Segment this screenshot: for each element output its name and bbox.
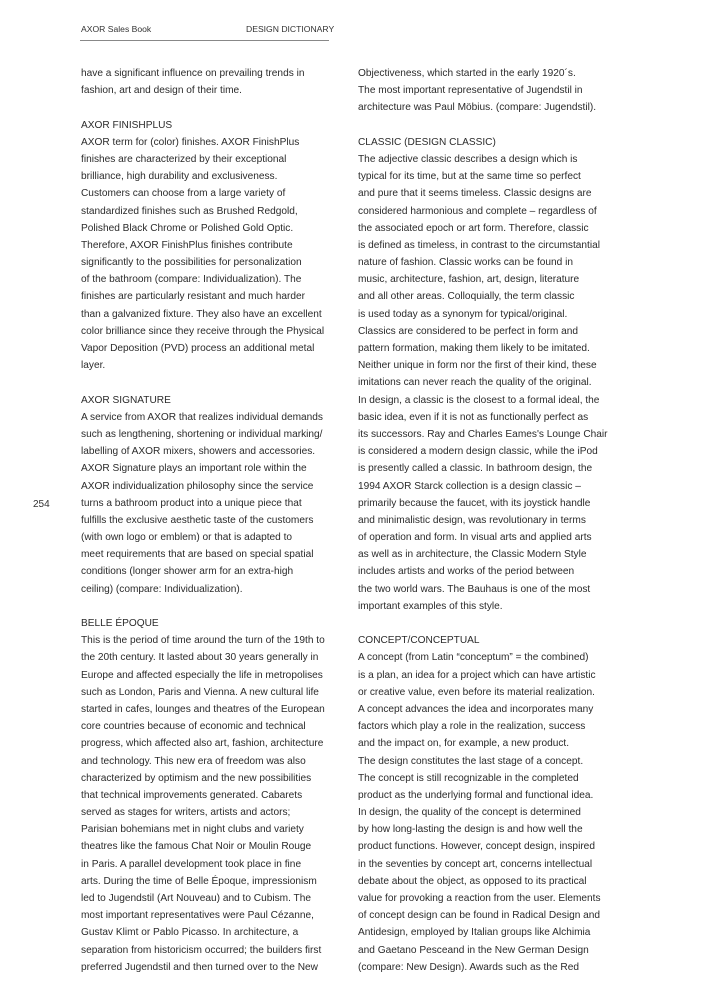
page-number: 254 (33, 499, 50, 510)
paragraph (358, 649, 628, 976)
text-line: started in cafes, lounges and theatres of the European (81, 703, 325, 715)
text-line: finishes are characterized by their exceptional (81, 153, 287, 165)
entry-heading: AXOR SIGNATURE (81, 394, 171, 406)
text-line: preferred Jugendstil and then turned over to the New (81, 961, 318, 973)
section-title: DESIGN DICTIONARY (246, 24, 335, 34)
text-line: (compare: New Design). Awards such as the Red (358, 961, 579, 973)
text-line: A service from AXOR that realizes individual demands (81, 411, 323, 423)
text-line: AXOR term for (color) finishes. AXOR FinishPlus (81, 136, 300, 148)
entry-heading: CLASSIC (DESIGN CLASSIC) (358, 136, 496, 148)
text-line: and all other areas. Colloquially, the term classic (358, 291, 575, 303)
text-line: ceiling) (compare: Individualization). (81, 583, 243, 595)
text-line: progress, which affected also art, fashion, architecture (81, 738, 324, 750)
text-line: Neither unique in form nor the first of their kind, these (358, 360, 597, 372)
text-line: primarily because the faucet, with its joystick handle (358, 497, 591, 509)
text-line: A concept (from Latin “conceptum” = the combined) (358, 652, 589, 664)
paragraph (81, 134, 351, 375)
text-line: is defined as timeless, in contrast to the circumstantial (358, 239, 600, 251)
text-line: arts. During the time of Belle Époque, impressionism (81, 875, 317, 887)
text-line: its successors. Ray and Charles Eames's Lounge Chair (358, 428, 608, 440)
text-line: that technical improvements generated. Cabarets (81, 789, 303, 801)
text-line: labelling of AXOR mixers, showers and accessories. (81, 446, 316, 458)
text-line: most important representatives were Paul Cézanne, (81, 910, 314, 922)
text-line: nature of fashion. Classic works can be found in (358, 257, 573, 269)
text-line: Therefore, AXOR FinishPlus finishes contribute (81, 239, 293, 251)
paragraph-gap (81, 99, 351, 116)
text-line: layer. (81, 360, 106, 372)
text-line: pattern formation, making them likely to be imitated. (358, 343, 590, 354)
text-line: meet requirements that are based on special spatial (81, 549, 314, 561)
paragraph (358, 151, 628, 615)
text-line: Antidesign, employed by Italian groups like Alchimia (358, 927, 591, 939)
text-line: served as stages for writers, artists and actors; (81, 807, 291, 819)
text-line: Europe and affected especially the life in metropolises (81, 669, 323, 681)
text-line: turns a bathroom product into a unique piece that (81, 497, 302, 509)
text-line: of concept design can be found in Radical Design and (358, 910, 601, 922)
entry-heading: CONCEPT/CONCEPTUAL (358, 635, 480, 647)
text-line: Parisian bohemians met in night clubs and variety (81, 824, 304, 836)
paragraph-gap (81, 374, 351, 391)
text-line: value for provoking a reaction from the user. Elements (358, 893, 601, 904)
text-line: typical for its time, but at the same time so perfect (358, 171, 581, 183)
text-line: is used today as a synonym for typical/original. (358, 308, 568, 320)
paragraph-gap (81, 598, 351, 615)
text-line: The most important representative of Jugendstil in (358, 85, 583, 97)
text-line: or creative value, even before its material realization. (358, 686, 595, 698)
text-line: of the bathroom (compare: Individualization). The (81, 274, 302, 286)
text-line: and technology. This new era of freedom was also (81, 755, 306, 767)
text-line: Classics are considered to be perfect in form and (358, 325, 579, 337)
text-line: Gustav Klimt or Pablo Picasso. In architecture, a (81, 927, 299, 939)
text-line: and the impact on, for example, a new product. (358, 738, 570, 750)
text-line: have a significant influence on prevailing trends in (81, 68, 305, 79)
text-line: music, architecture, fashion, art, design, literature (358, 274, 580, 286)
text-line: The design constitutes the last stage of a concept. (358, 755, 584, 767)
paragraph (81, 632, 351, 976)
text-line: significantly to the possibilities for personalization (81, 257, 302, 269)
text-line: and pure that it seems timeless. Classic designs are (358, 188, 592, 200)
text-line: A concept advances the idea and incorporates many (358, 703, 594, 715)
text-line: in the seventies by concept art, concerns intellectual (358, 858, 593, 870)
right-column (358, 65, 628, 976)
header-rule (80, 40, 329, 41)
text-line: led to Jugendstil (Art Nouveau) and to Cubism. The (81, 893, 311, 904)
text-line: the two world wars. The Bauhaus is one of the most (358, 583, 591, 595)
text-line: 1994 AXOR Starck collection is a design classic – (358, 480, 581, 492)
text-line: basic idea, even if it is not as functionally perfect as (358, 411, 589, 423)
text-line: In design, the quality of the concept is determined (358, 807, 581, 819)
text-line: includes artists and works of the period between (358, 566, 575, 578)
paragraph-gap (358, 615, 628, 632)
text-line: and minimalistic design, was revolutionary in terms (358, 514, 586, 526)
text-line: conditions (longer shower arm for an extra-high (81, 566, 294, 578)
text-line: is a plan, an idea for a project which can have artistic (358, 669, 596, 681)
text-line: considered harmonious and complete – regardless of (358, 205, 597, 217)
text-line: Polished Black Chrome or Polished Gold Optic. (81, 222, 294, 234)
text-line: as well as in architecture, the Classic Modern Style (358, 549, 587, 561)
text-line: factors which play a role in the realization, success (358, 721, 586, 733)
entry-heading: AXOR FINISHPLUS (81, 119, 173, 131)
text-line: (with own logo or emblem) or that is adapted to (81, 532, 293, 544)
paragraph (81, 65, 351, 99)
text-line: Vapor Deposition (PVD) process an additional metal (81, 343, 315, 354)
text-line: core countries because of economic and technical (81, 721, 306, 733)
text-line: Customers can choose from a large variety of (81, 188, 286, 200)
text-line: such as lengthening, shortening or individual marking/ (81, 428, 323, 440)
text-line: by how long-lasting the design is and how well the (358, 824, 583, 836)
text-line: product as the underlying formal and functional idea. (358, 789, 594, 801)
text-line: standardized finishes such as Brushed Redgold, (81, 205, 298, 217)
text-line: The concept is still recognizable in the completed (358, 772, 579, 784)
paragraph (81, 409, 351, 598)
text-line: imitations can never reach the quality of the original. (358, 377, 592, 389)
page-header (0, 20, 707, 40)
text-line: than a galvanized fixture. They also have an excellent (81, 308, 322, 320)
text-line: is considered a modern design classic, while the iPod (358, 446, 598, 458)
entry-heading: BELLE ÉPOQUE (81, 618, 159, 629)
text-line: product functions. However, concept design, inspired (358, 841, 595, 853)
text-line: In design, a classic is the closest to a formal ideal, the (358, 394, 600, 406)
text-line: This is the period of time around the turn of the 19th to (81, 635, 325, 647)
text-line: in Paris. A parallel development took place in fine (81, 858, 302, 870)
text-line: the associated epoch or art form. Therefore, classic (358, 222, 589, 234)
text-line: brilliance, high durability and exclusiveness. (81, 171, 278, 183)
text-line: color brilliance since they receive through the Physical (81, 325, 325, 337)
text-line: important examples of this style. (358, 600, 503, 612)
text-line: finishes are particularly resistant and much harder (81, 291, 305, 303)
left-column (81, 65, 351, 976)
text-line: separation from historicism occurred; the builders first (81, 944, 322, 956)
text-line: is presently called a classic. In bathroom design, the (358, 463, 593, 475)
paragraph (358, 65, 628, 117)
text-line: theatres like the famous Chat Noir or Moulin Rouge (81, 841, 312, 853)
text-line: architecture was Paul Möbius. (compare: Jugendstil). (358, 102, 597, 114)
text-line: AXOR Signature plays an important role within the (81, 463, 307, 475)
text-line: debate about the object, as opposed to its practical (358, 875, 587, 887)
text-line: the 20th century. It lasted about 30 years generally in (81, 652, 319, 664)
text-line: The adjective classic describes a design which is (358, 153, 578, 165)
text-line: of operation and form. In visual arts and applied arts (358, 532, 592, 544)
text-line: such as London, Paris and Vienna. A new cultural life (81, 686, 319, 698)
text-line: and Gaetano Pesceand in the New German Design (358, 944, 589, 956)
text-line: fulfills the exclusive aesthetic taste of the customers (81, 514, 314, 526)
text-line: Objectiveness, which started in the early 1920´s. (358, 68, 576, 79)
text-line: characterized by optimism and the new possibilities (81, 772, 312, 784)
text-line: AXOR individualization philosophy since the service (81, 480, 314, 492)
text-line: fashion, art and design of their time. (81, 85, 242, 97)
book-title: AXOR Sales Book (81, 24, 152, 34)
paragraph-gap (358, 117, 628, 134)
